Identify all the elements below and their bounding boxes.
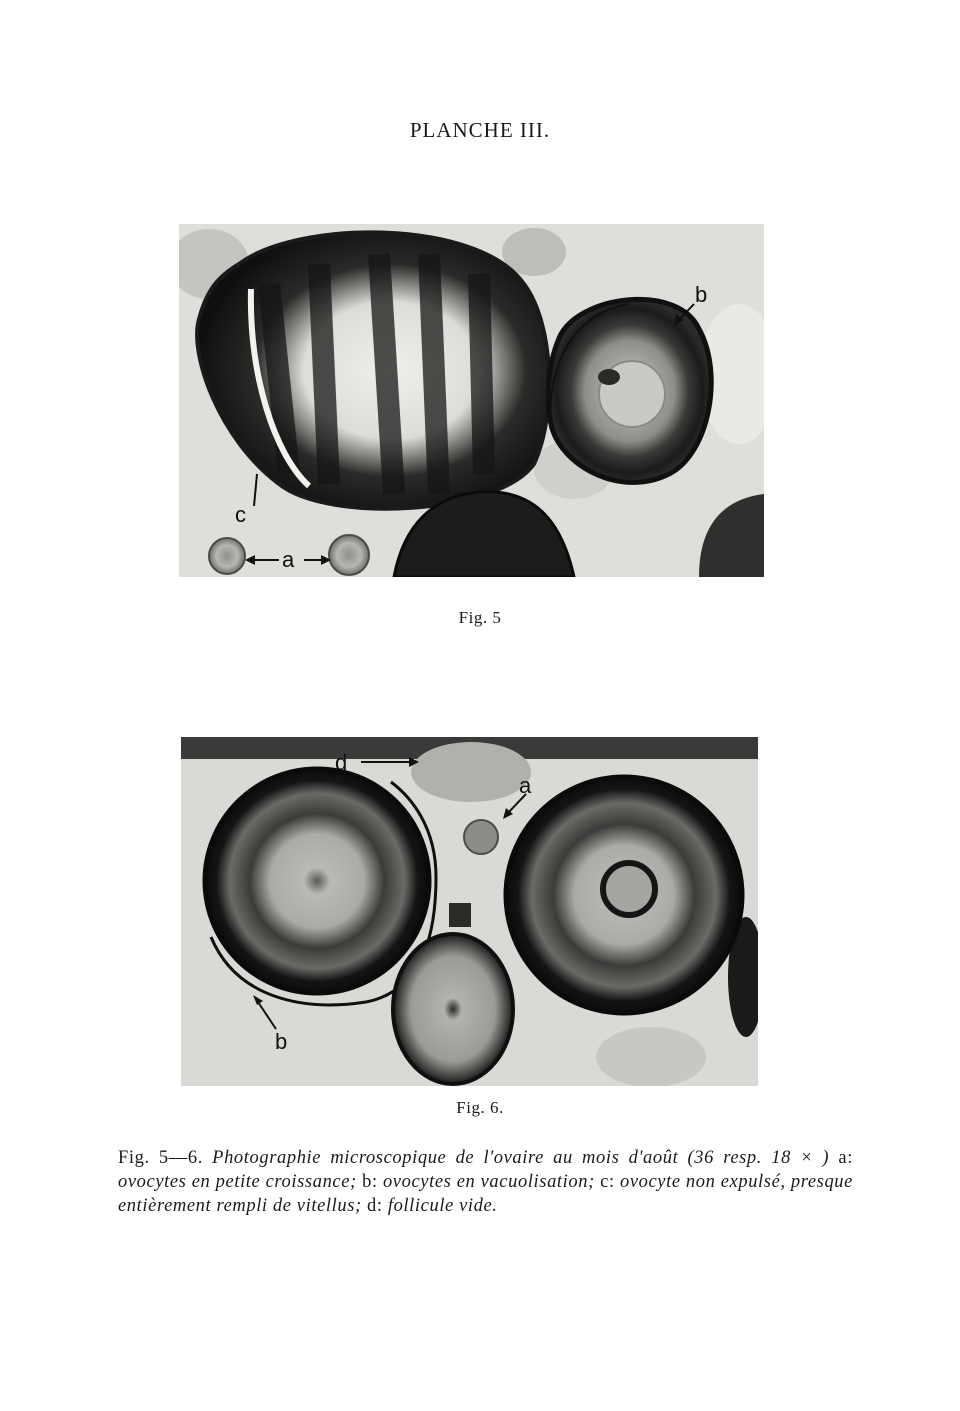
fig5-label-b: b xyxy=(695,282,708,307)
legend-key-a: a: xyxy=(838,1148,853,1168)
figure-5-caption: Fig. 5 xyxy=(458,608,502,627)
fig5-label-c: c xyxy=(235,502,246,527)
fig6-label-d: d xyxy=(335,750,348,775)
legend-text-c: ovocyte non expulsé, presque entièrement rempli de vitellus; xyxy=(118,1172,853,1216)
legend-key-c: c: xyxy=(600,1172,615,1192)
figure-5-image xyxy=(179,224,764,577)
fig6-label-b: b xyxy=(275,1029,288,1054)
figure-5-micrograph xyxy=(179,224,764,577)
legend-magnification: (36 resp. 18 × ) xyxy=(687,1148,830,1168)
fig5-label-a: a xyxy=(282,547,295,572)
legend-text-d: follicule vide. xyxy=(387,1196,498,1216)
plate-legend xyxy=(118,1146,853,1218)
figure-6-caption: Fig. 6. xyxy=(456,1098,504,1117)
legend-text-a: ovocytes en petite croissance; xyxy=(118,1172,357,1192)
legend-key-b: b: xyxy=(362,1172,378,1192)
figure-6-micrograph xyxy=(181,737,758,1086)
legend-key-d: d: xyxy=(367,1196,383,1216)
fig6-label-a: a xyxy=(519,773,532,798)
legend-title: Photographie microscopique de l'ovaire au mois d'août xyxy=(212,1148,679,1168)
legend-text-b: ovocytes en vacuolisation; xyxy=(382,1172,595,1192)
plate-title: PLANCHE III. xyxy=(409,118,551,142)
figure-6-image xyxy=(181,737,758,1086)
legend-prefix: Fig. 5—6. xyxy=(118,1148,203,1168)
